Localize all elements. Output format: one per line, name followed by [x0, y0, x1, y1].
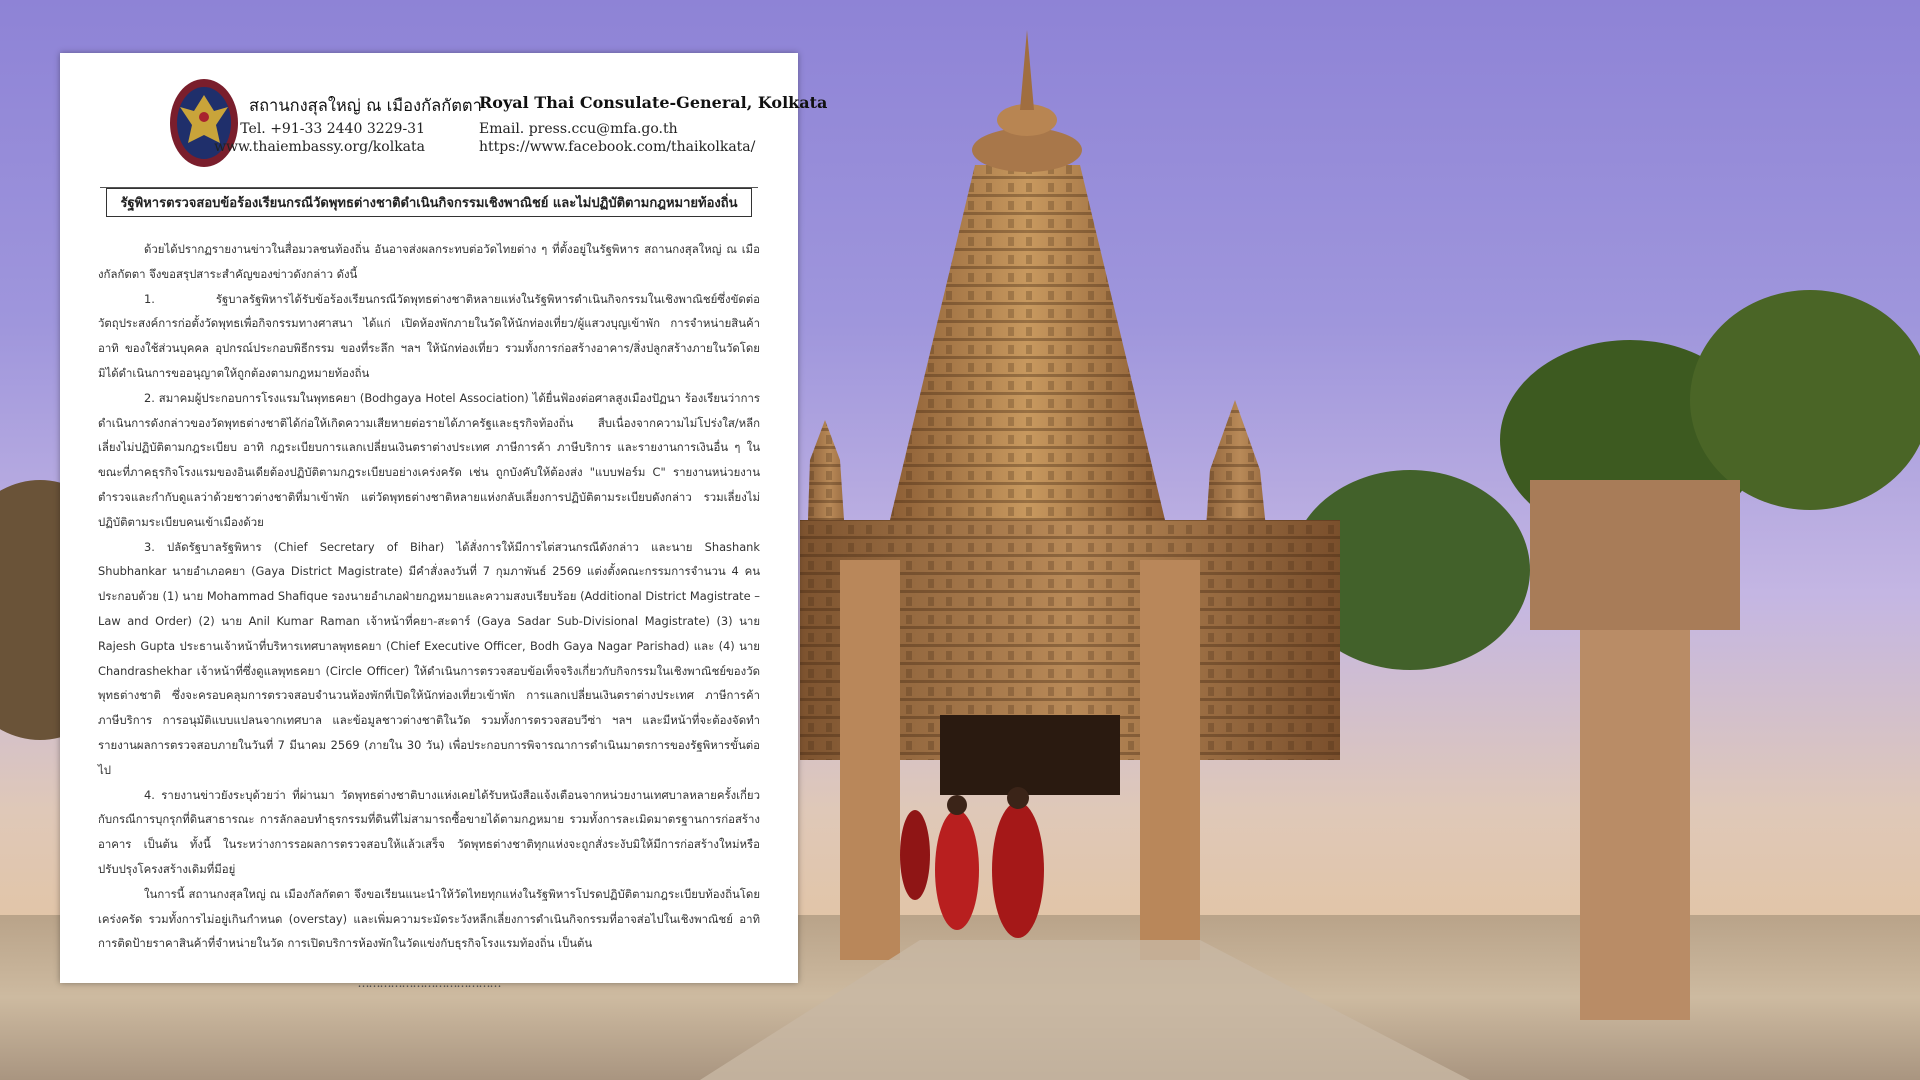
facebook-link[interactable]: https://www.facebook.com/thaikolkata/ — [479, 139, 756, 155]
paragraph-2: 2. สมาคมผู้ประกอบการโรงแรมในพุทธคยา (Bodhgaya Hotel Association) ได้ยื่นฟ้องต่อศาลสูงเมืองปัฏนา ร้องเรียนว่าการดำเนินการดังกล่าวของวัดพุทธต่างชาติได้ก่อให้เกิดความเสียหายต่อรายได้ภาครัฐและธุรกิจท้องถิ่น สืบเนื่องจากความไม่โปร่งใส/หลีกเลี่ยงไม่ปฏิบัติตามกฎระเบียบ อาทิ กฎระเบียบการแลกเปลี่ยนเงินตราต่างประเทศ ภาษีการค้า ภาษีบริการ และรายงานการเงินอื่น ๆ ในขณะที่ภาคธุรกิจโรงแรมของอินเดียต้องปฏิบัติตามกฎระเบียบอย่างเคร่งครัด เช่น ถูกบังคับให้ต้องส่ง "แบบฟอร์ม C" รายงานหน่วยงานตำรวจและกำกับดูแลว่าด้วยชาวต่างชาติที่มาเข้าพัก แต่วัดพุทธต่างชาติหลายแห่งกลับเลี่ยงการปฏิบัติตามระเบียบดังกล่าว รวมเลี่ยงไม่ปฏิบัติตามระเบียบคนเข้าเมืองด้วย — [98, 390, 760, 529]
end-mark: ………………………………… — [357, 976, 501, 991]
telephone: Tel. +91-33 2440 3229-31 — [240, 121, 425, 137]
document-title: รัฐพิหารตรวจสอบข้อร้องเรียนกรณีวัดพุทธต่างชาติดำเนินกิจกรรมเชิงพาณิชย์ และไม่ปฏิบัติตามกฎหมายท้องถิ่น — [106, 188, 752, 217]
pillar-capital — [1530, 480, 1740, 630]
website-link[interactable]: www.thaiembassy.org/kolkata — [214, 139, 425, 155]
consulate-name-thai: สถานกงสุลใหญ่ ณ เมืองกัลกัตตา — [249, 96, 482, 115]
walkway — [700, 940, 1470, 1080]
email-link[interactable]: Email. press.ccu@mfa.go.th — [479, 121, 678, 137]
paragraph-intro: ด้วยได้ปรากฏรายงานข่าวในสื่อมวลชนท้องถิ่น อันอาจส่งผลกระทบต่อวัดไทยต่าง ๆ ที่ตั้งอยู่ในรัฐพิหาร สถานกงสุลใหญ่ ณ เมืองกัลกัตตา จึงขอสรุปสาระสำคัญของข่าวดังกล่าว ดังนี้ — [98, 242, 760, 281]
paragraph-1: 1. รัฐบาลรัฐพิหารได้รับข้อร้องเรียนกรณีวัดพุทธต่างชาติหลายแห่งในรัฐพิหารดำเนินกิจกรรมในเชิงพาณิชย์ซึ่งขัดต่อวัตถุประสงค์การก่อตั้งวัดพุทธเพื่อกิจกรรมทางศาสนา ได้แก่ เปิดห้องพักภายในวัดให้นักท่องเที่ยว/ผู้แสวงบุญเข้าพัก การจำหน่ายสินค้า อาทิ ของใช้ส่วนบุคคล อุปกรณ์ประกอบพิธีกรรม ของที่ระลึก ฯลฯ ให้นักท่องเที่ยว รวมทั้งการก่อสร้างอาคาร/สิ่งปลูกสร้างภายในวัดโดยมิได้ดำเนินการขออนุญาตให้ถูกต้องตามกฎหมายท้องถิ่น — [98, 291, 760, 380]
gate-pillar-left — [840, 560, 900, 960]
gate-pillar-right — [1140, 560, 1200, 960]
paragraph-conclusion: ในการนี้ สถานกงสุลใหญ่ ณ เมืองกัลกัตตา จึงขอเรียนแนะนำให้วัดไทยทุกแห่งในรัฐพิหารโปรดปฏิบัติตามกฎระเบียบท้องถิ่นโดยเคร่งครัด รวมทั้งการไม่อยู่เกินกำหนด (overstay) และเพิ่มความระมัดระวังหลีกเลี่ยงการดำเนินกิจกรรมที่อาจส่อไปในเชิงพาณิชย์ อาทิ การติดป้ายราคาสินค้าที่จำหน่ายในวัด การเปิดบริการห้องพักในวัดแข่งกับธุรกิจโรงแรมท้องถิ่น เป็นต้น — [98, 886, 760, 951]
consulate-name-english: Royal Thai Consulate-General, Kolkata — [479, 93, 828, 112]
header-divider — [100, 187, 758, 188]
press-release-document — [60, 53, 828, 991]
letterhead — [98, 65, 828, 175]
paragraph-4: 4. รายงานข่าวยังระบุด้วยว่า ที่ผ่านมา วัดพุทธต่างชาติบางแห่งเคยได้รับหนังสือแจ้งเตือนจากหน่วยงานเทศบาลหลายครั้งเกี่ยวกับกรณีการบุกรุกที่ดินสาธารณะ การลักลอบทำธุรกรรมที่ดินที่ไม่สามารถซื้อขายได้ตามกฎหมาย รวมทั้งการละเมิดมาตรฐานการก่อสร้างอาคาร เป็นต้น ทั้งนี้ ในระหว่างการรอผลการตรวจสอบให้แล้วเสร็จ วัดพุทธต่างชาติทุกแห่งจะถูกสั่งระงับมิให้มีการก่อสร้างใหม่หรือปรับปรุงโครงสร้างเดิมที่มีอยู่ — [98, 787, 760, 876]
document-body — [98, 237, 760, 956]
garuda-seal-icon — [168, 77, 240, 169]
monks — [900, 787, 1044, 938]
paragraph-3: 3. ปลัดรัฐบาลรัฐพิหาร (Chief Secretary of Bihar) ได้สั่งการให้มีการไต่สวนกรณีดังกล่าว และนาย Shashank Shubhankar นายอำเภอคยา (Gaya District Magistrate) มีคำสั่งลงวันที่ 7 กุมภาพันธ์ 2569 แต่งตั้งคณะกรรมการจำนวน 4 คน ประกอบด้วย (1) นาย Mohammad Shafique รองนายอำเภอฝ่ายกฎหมายและความสงบเรียบร้อย (Additional District Magistrate – Law and Order) (2) นาย Anil Kumar Raman เจ้าหน้าที่คยา-สะดาร์ (Gaya Sadar Sub-Divisional Magistrate) (3) นาย Rajesh Gupta ประธานเจ้าหน้าที่บริหารเทศบาลพุทธคยา (Chief Executive Officer, Bodh Gaya Nagar Parishad) และ (4) นาย Chandrashekhar เจ้าหน้าที่ซึ่งดูแลพุทธคยา (Circle Officer) ให้ดำเนินการตรวจสอบข้อเท็จจริงเกี่ยวกับกิจกรรมในเชิงพาณิชย์ของวัดพุทธต่างชาติ ซึ่งจะครอบคลุมการตรวจสอบจำนวนห้องพักที่เปิดให้นักท่องเที่ยวเข้าพัก การแลกเปลี่ยนเงินตราต่างประเทศ ภาษีการค้า ภาษีบริการ การอนุมัติแบบแปลนจากเทศบาล และข้อมูลชาวต่างชาติในวัด รวมทั้งการตรวจสอบวีซ่า ฯลฯ และมีหน้าที่จะต้องจัดทำรายงานผลการตรวจสอบภายในวันที่ 7 มีนาคม 2569 (ภายใน 30 วัน) เพื่อประกอบการพิจารณาการดำเนินมาตรการของรัฐพิหารขั้นต่อไป — [98, 539, 760, 777]
